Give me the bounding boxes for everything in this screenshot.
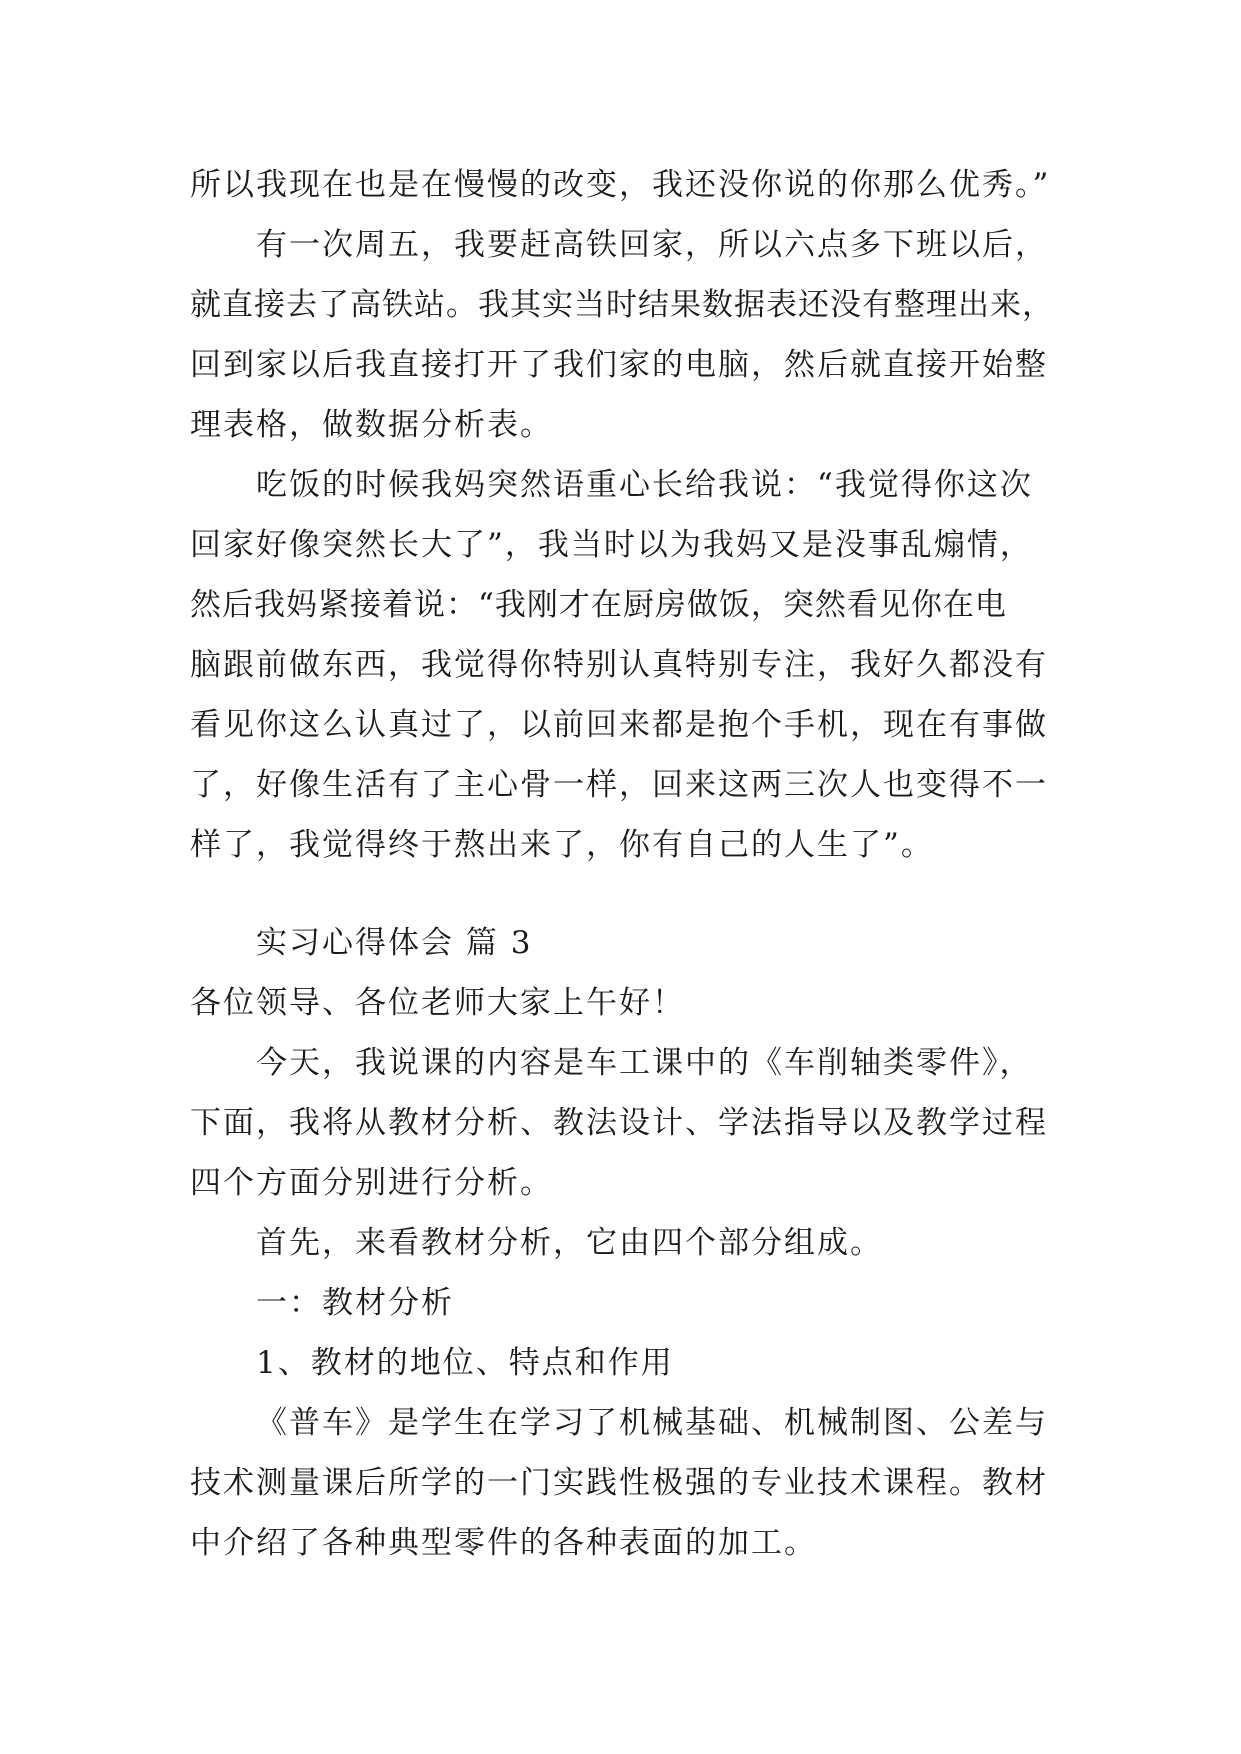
greeting-line: 各位领导、各位老师大家上午好！ — [190, 985, 685, 1021]
paragraph-line: 然后我妈紧接着说：“我刚才在厨房做饭，突然看见你在电 — [190, 587, 1007, 623]
paragraph-line: 所以我现在也是在慢慢的改变，我还没你说的你那么优秀。” — [190, 167, 1051, 203]
section-heading: 实习心得体会 篇 3 — [256, 925, 533, 961]
paragraph-line: 看见你这么认真过了，以前回来都是抱个手机，现在有事做 — [190, 707, 1048, 743]
paragraph-line: 有一次周五，我要赶高铁回家，所以六点多下班以后， — [256, 227, 1048, 263]
paragraph-line: 样了，我觉得终于熬出来了，你有自己的人生了”。 — [190, 827, 934, 863]
paragraph-line: 今天，我说课的内容是车工课中的《车削轴类零件》， — [256, 1045, 1033, 1081]
subheading: 一：教材分析 — [256, 1285, 454, 1321]
paragraph-line: 四个方面分别进行分析。 — [190, 1165, 553, 1201]
paragraph-line: 技术测量课后所学的一门实践性极强的专业技术课程。教材 — [190, 1465, 1048, 1501]
paragraph-line: 中介绍了各种典型零件的各种表面的加工。 — [190, 1525, 817, 1561]
paragraph-line: 回到家以后我直接打开了我们家的电脑，然后就直接开始整 — [190, 347, 1048, 383]
paragraph-line: 回家好像突然长大了”，我当时以为我妈又是没事乱煽情， — [190, 527, 1033, 563]
paragraph-line: 下面，我将从教材分析、教法设计、学法指导以及教学过程 — [190, 1105, 1048, 1141]
paragraph-line: 首先，来看教材分析，它由四个部分组成。 — [256, 1225, 883, 1261]
paragraph-line: 就直接去了高铁站。我其实当时结果数据表还没有整理出来， — [190, 287, 1054, 323]
subheading: 1、教材的地位、特点和作用 — [256, 1345, 674, 1381]
paragraph-line: 了，好像生活有了主心骨一样，回来这两三次人也变得不一 — [190, 767, 1048, 803]
paragraph-line: 《普车》是学生在学习了机械基础、机械制图、公差与 — [256, 1405, 1048, 1441]
paragraph-line: 脑跟前做东西，我觉得你特别认真特别专注，我好久都没有 — [190, 647, 1048, 683]
paragraph-line: 理表格，做数据分析表。 — [190, 407, 553, 443]
paragraph-line: 吃饭的时候我妈突然语重心长给我说：“我觉得你这次 — [256, 467, 1033, 503]
